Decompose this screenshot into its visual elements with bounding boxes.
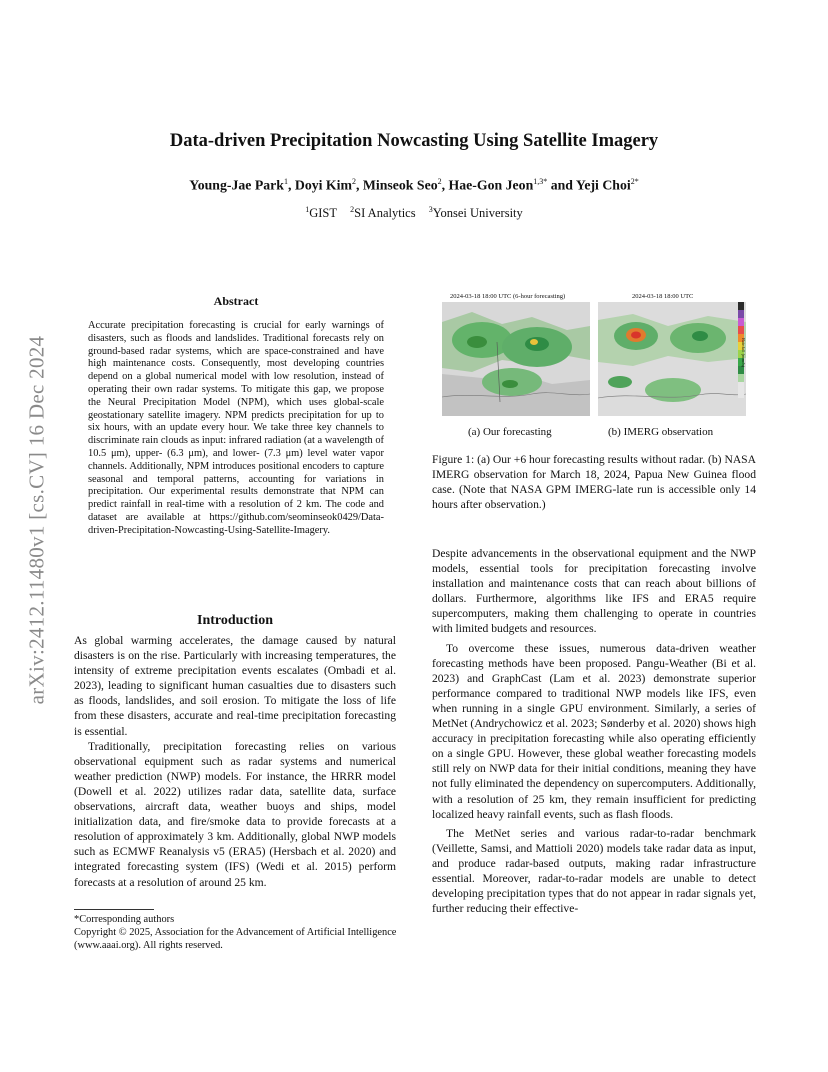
paragraph: To overcome these issues, numerous data-driven weather forecasting methods have been proposed. Pangu-Weather (Bi et al. 2023) and GraphCast (Lam et al. 2023) demonstrate superior performance compared to traditional NWP models like IFS, even when running in a single GPU environment. Similarly, a series of MetNet (Andrychowicz et al. 2023; Sønderby et al. 2020) shows high accuracy in precipitation forecasting while also operating efficiently on a single GPU. However, these global weather forecasting models still rely on NWP data for their initial conditions, meaning they have not fully eliminated the dependency on supercomputers. Additionally, with a resolution of 25 km, they remain insufficient for predicting localized heavy rainfall events, such as flash floods.	[432, 641, 756, 821]
subfigure-a-label: (a) Our forecasting	[468, 426, 552, 438]
author-name: Hae-Gon Jeon	[448, 177, 534, 193]
figure-caption: Figure 1: (a) Our +6 hour forecasting results without radar. (b) NASA IMERG observation for March 18, 2024, Papua New Guinea flood case. (Note that NASA GPM IMERG-late run is accessible only 14 hours after observation.)	[432, 453, 757, 512]
author-name: Doyi Kim	[294, 177, 352, 193]
introduction-body	[74, 633, 396, 890]
panel-b-header: 2024-03-18 18:00 UTC	[632, 293, 694, 300]
paragraph: Traditionally, precipitation forecasting relies on various observational equipment such as radar systems and numerical weather prediction (NWP) models. For instance, the HRRR model (Dowell et al. 2022) utilizes radar data, satellite data, surface observations, aircraft data, weather buoys and ships, model initialization data, and fire/smoke data to provide forecasts at a resolution of approximately 3 km. Additionally, global NWP models such as ECMWF Reanalysis v5 (ERA5) (Hersbach et al. 2020) and integrated forecasting system (IFS) (Wedi et al. 2015) perform forecasts at a resolution of around 25 km.	[74, 739, 396, 889]
author-list: Young-Jae Park$^1$, Doyi Kim$^2$, Minseok Seo$^2$, Hae-Gon Jeon$^{1,3*}$ and Yeji Choi$^{2*}$	[189, 177, 639, 193]
copyright-note: Copyright © 2025, Association for the Advancement of Artificial Intelligence (www.aaai.org). All rights reserved.	[74, 927, 397, 951]
affiliation: SI Analytics	[354, 206, 416, 221]
figure-1	[436, 290, 756, 440]
paragraph: The MetNet series and various radar-to-radar benchmark (Veillette, Samsi, and Mattioli 2020) models take radar data as input, and produce radar-based outputs, making radar infrastructure essential. Moreover, radar-to-radar models are unable to detect developing precipitation types that do not appear in radar signals yet, further reducing their effective-	[432, 826, 756, 916]
abstract-heading: Abstract	[213, 294, 259, 308]
corresponding-note: *Corresponding authors	[74, 914, 175, 925]
panel-a-header: 2024-03-18 18:00 UTC (6-hour forecasting)	[450, 293, 566, 300]
imerg-map-image	[598, 302, 746, 416]
forecast-map-image	[442, 302, 590, 416]
right-column-body	[432, 546, 756, 916]
affiliation: Yonsei University	[432, 206, 523, 221]
author-name: Yeji Choi	[575, 177, 631, 193]
footnote	[74, 913, 404, 952]
paper-title: Data-driven Precipitation Nowcasting Using Satellite Imagery	[169, 131, 659, 151]
arxiv-stamp: arXiv:2412.11480v1 [cs.CV] 16 Dec 2024	[24, 335, 49, 705]
author-name: Minseok Seo	[362, 177, 438, 193]
paragraph: As global warming accelerates, the damage caused by natural disasters is on the rise. Particularly with increasing temperatures, the intensity of extreme precipitation events escalates (Ombadi et al. 2023), leading to significant human casualties due to disasters such as floods, landslides, and soil erosion. To mitigate the loss of life from these disasters, accurate and real-time precipitation forecasting is essential.	[74, 634, 396, 738]
subfigure-b-label: (b) IMERG observation	[608, 426, 714, 438]
affiliation-list: $^1$GIST $^2$SI Analytics $^3$Yonsei University	[305, 205, 523, 221]
affiliation: GIST	[309, 206, 337, 221]
colorbar-label: Rainfall (mm/h)	[741, 338, 746, 368]
abstract-text: Accurate precipitation forecasting is crucial for early warnings of disasters, such as floods and landslides. Traditional forecasts rely on ground-based radar systems, which are space-constrained and have high maintenance costs. Consequently, most developing countries depend on a global numerical model with low resolution, instead of operating their own radar systems. To mitigate this gap, we propose the Neural Precipitation Model (NPM), which uses global-scale geostationary satellite imagery. NPM predicts precipitation for up to six hours, with an update every hour. We take three key channels to discriminate rain clouds as input: infrared radiation (at a wavelength of 10.5 μm), upper- (6.3 μm), and lower- (7.3 μm) level water vapor channels. Additionally, NPM introduces positional encoders to capture seasonal and temporal patterns, accounting for variations in precipitation. Our experimental results demonstrate that NPM can predict rainfall in real-time with a resolution of 2 km. The code and dataset are available at https://github.com/seominseok0429/Data-driven-Precipitation-Nowcasting-Using-Satellite-Imagery.	[88, 320, 384, 536]
introduction-heading: Introduction	[197, 613, 273, 628]
paragraph: Despite advancements in the observational equipment and the NWP models, essential tools for precipitation forecasting involve installation and maintenance costs that can reach about billions of dollars. Furthermore, algorithms like IFS and ERA5 require supercomputers, making them challenging to operate in countries with limited budgets and resources.	[432, 547, 756, 636]
footnote-rule	[74, 909, 154, 910]
author-name: Young-Jae Park	[189, 177, 284, 193]
